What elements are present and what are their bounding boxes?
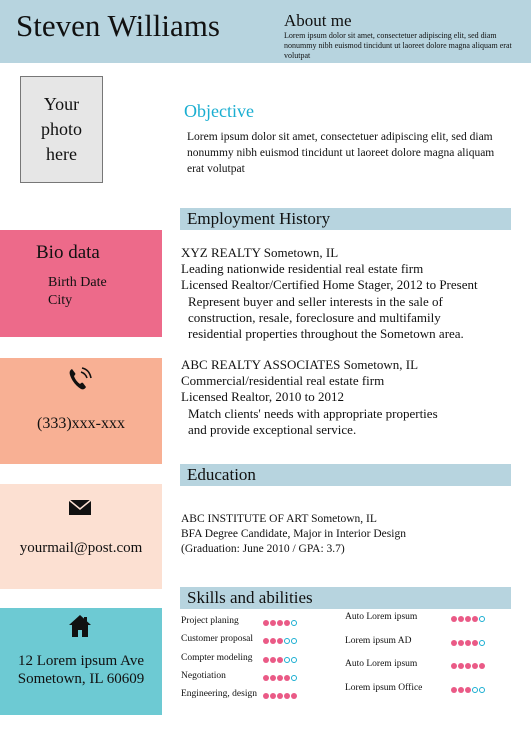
skill-name: Auto Lorem ipsum bbox=[345, 612, 418, 622]
rating-dot-filled bbox=[277, 638, 283, 644]
rating-dot-filled bbox=[277, 693, 283, 699]
rating-dot-empty bbox=[291, 657, 297, 663]
skill-name: Engineering, design bbox=[181, 689, 257, 700]
rating-dot-filled bbox=[458, 616, 464, 622]
rating-dot-filled bbox=[451, 640, 457, 646]
about-me-title: About me bbox=[284, 11, 352, 30]
rating-dot-filled bbox=[465, 616, 471, 622]
city-label: City bbox=[48, 293, 73, 308]
skill-name: Compter modeling bbox=[181, 652, 253, 663]
rating-dot-filled bbox=[458, 663, 464, 669]
skill-name: Lorem ipsum Office bbox=[345, 682, 423, 693]
skill-name: Customer proposal bbox=[181, 634, 254, 645]
rating-dot-empty bbox=[479, 616, 485, 622]
rating-dot-filled bbox=[270, 675, 276, 681]
rating-dot-filled bbox=[277, 657, 283, 663]
employment-title: Employment History bbox=[187, 209, 331, 228]
rating-dot-empty bbox=[291, 620, 297, 626]
phone-number[interactable]: (333)xxx-xxx bbox=[37, 415, 125, 432]
header-bar bbox=[0, 0, 531, 63]
skill-name: Lorem ipsum AD bbox=[345, 635, 412, 646]
phone-icon bbox=[66, 366, 94, 392]
skill-rating bbox=[451, 616, 485, 622]
bio-data-title: Bio data bbox=[36, 242, 100, 263]
job-duty-line: construction, resale, foreclosure and multifamily bbox=[188, 309, 441, 325]
home-icon bbox=[66, 613, 94, 639]
rating-dot-empty bbox=[284, 638, 290, 644]
skill-rating bbox=[263, 657, 297, 663]
skills-section-bar bbox=[180, 587, 511, 609]
phone-box bbox=[0, 358, 162, 464]
rating-dot-filled bbox=[458, 687, 464, 693]
rating-dot-filled bbox=[284, 693, 290, 699]
education-details bbox=[181, 512, 406, 557]
job-company: XYZ REALTY Sometown, IL bbox=[181, 245, 339, 260]
rating-dot-filled bbox=[263, 693, 269, 699]
rating-dot-filled bbox=[263, 638, 269, 644]
skill-rating bbox=[263, 638, 297, 644]
about-me-text: Lorem ipsum dolor sit amet, consectetuer adipiscing elit, sed diam nonummy nibh euismod tincidunt ut laoreet dolore magna aliquam erat volutpat bbox=[284, 31, 512, 60]
rating-dot-filled bbox=[270, 620, 276, 626]
person-name: Steven Williams bbox=[16, 8, 220, 43]
rating-dot-filled bbox=[270, 638, 276, 644]
birth-date-label: Birth Date bbox=[48, 275, 107, 290]
job-company-description: Leading nationwide residential real estate firm bbox=[181, 261, 424, 277]
rating-dot-empty bbox=[479, 687, 485, 693]
rating-dot-filled bbox=[284, 675, 290, 681]
rating-dot-filled bbox=[465, 640, 471, 646]
rating-dot-filled bbox=[465, 687, 471, 693]
rating-dot-filled bbox=[472, 640, 478, 646]
rating-dot-filled bbox=[263, 675, 269, 681]
rating-dot-filled bbox=[277, 675, 283, 681]
job-company-description: Commercial/residential real estate firm bbox=[181, 373, 385, 389]
address-line-2: Sometown, IL 60609 bbox=[17, 671, 145, 687]
job-entry bbox=[181, 357, 438, 438]
skill-rating bbox=[451, 663, 485, 669]
skill-rating bbox=[451, 640, 485, 646]
rating-dot-filled bbox=[263, 620, 269, 626]
envelope-icon bbox=[66, 495, 94, 521]
objective-title: Objective bbox=[184, 101, 254, 121]
education-title: Education bbox=[187, 465, 256, 484]
rating-dot-filled bbox=[284, 620, 290, 626]
rating-dot-filled bbox=[451, 616, 457, 622]
education-line: ABC INSTITUTE OF ART Sometown, IL bbox=[181, 513, 377, 525]
skill-name: Project planing bbox=[181, 616, 239, 626]
employment-section-bar bbox=[180, 208, 511, 230]
education-section-bar bbox=[180, 464, 511, 486]
bio-data-box bbox=[0, 230, 162, 337]
job-position: Licensed Realtor, 2010 to 2012 bbox=[181, 389, 345, 405]
address-line-1: 12 Lorem ipsum Ave bbox=[18, 653, 144, 669]
rating-dot-empty bbox=[284, 657, 290, 663]
rating-dot-filled bbox=[465, 663, 471, 669]
rating-dot-filled bbox=[291, 693, 297, 699]
skill-name: Negotiation bbox=[181, 670, 226, 681]
rating-dot-filled bbox=[451, 687, 457, 693]
rating-dot-filled bbox=[472, 616, 478, 622]
job-position: Licensed Realtor/Certified Home Stager, 2012 to Present bbox=[181, 277, 478, 293]
rating-dot-empty bbox=[291, 675, 297, 681]
address-box bbox=[0, 608, 162, 715]
skill-rating bbox=[263, 675, 297, 681]
rating-dot-filled bbox=[270, 657, 276, 663]
skill-rating bbox=[263, 620, 297, 626]
skills-title: Skills and abilities bbox=[187, 588, 313, 607]
job-duty-line: Match clients' needs with appropriate properties bbox=[188, 405, 438, 421]
rating-dot-filled bbox=[479, 663, 485, 669]
job-duty-line: residential properties throughout the Sometown area. bbox=[188, 326, 464, 342]
education-line: BFA Degree Candidate, Major in Interior Design bbox=[181, 528, 406, 540]
skill-rating bbox=[263, 693, 297, 699]
skill-rating bbox=[451, 687, 485, 693]
rating-dot-empty bbox=[291, 638, 297, 644]
job-duty-line: Represent buyer and seller interests in the sale of bbox=[188, 293, 443, 309]
rating-dot-filled bbox=[458, 640, 464, 646]
job-duty-line: and provide exceptional service. bbox=[188, 421, 357, 437]
job-entry bbox=[181, 245, 478, 342]
photo-placeholder[interactable]: Your photo here bbox=[20, 76, 103, 183]
rating-dot-filled bbox=[451, 663, 457, 669]
rating-dot-empty bbox=[479, 640, 485, 646]
email-box bbox=[0, 484, 162, 589]
job-company: ABC REALTY ASSOCIATES Sometown, IL bbox=[181, 357, 419, 372]
rating-dot-filled bbox=[270, 693, 276, 699]
rating-dot-filled bbox=[263, 657, 269, 663]
rating-dot-filled bbox=[472, 663, 478, 669]
email-address[interactable]: yourmail@post.com bbox=[19, 540, 143, 556]
education-line: (Graduation: June 2010 / GPA: 3.7) bbox=[181, 543, 345, 555]
skill-name: Auto Lorem ipsum bbox=[345, 659, 418, 669]
objective-text: Lorem ipsum dolor sit amet, consectetuer adipiscing elit, sed diam nonummy nibh euismod tincidunt ut laoreet dolore magna aliquam erat volutpat bbox=[187, 131, 495, 175]
rating-dot-empty bbox=[472, 687, 478, 693]
rating-dot-filled bbox=[277, 620, 283, 626]
